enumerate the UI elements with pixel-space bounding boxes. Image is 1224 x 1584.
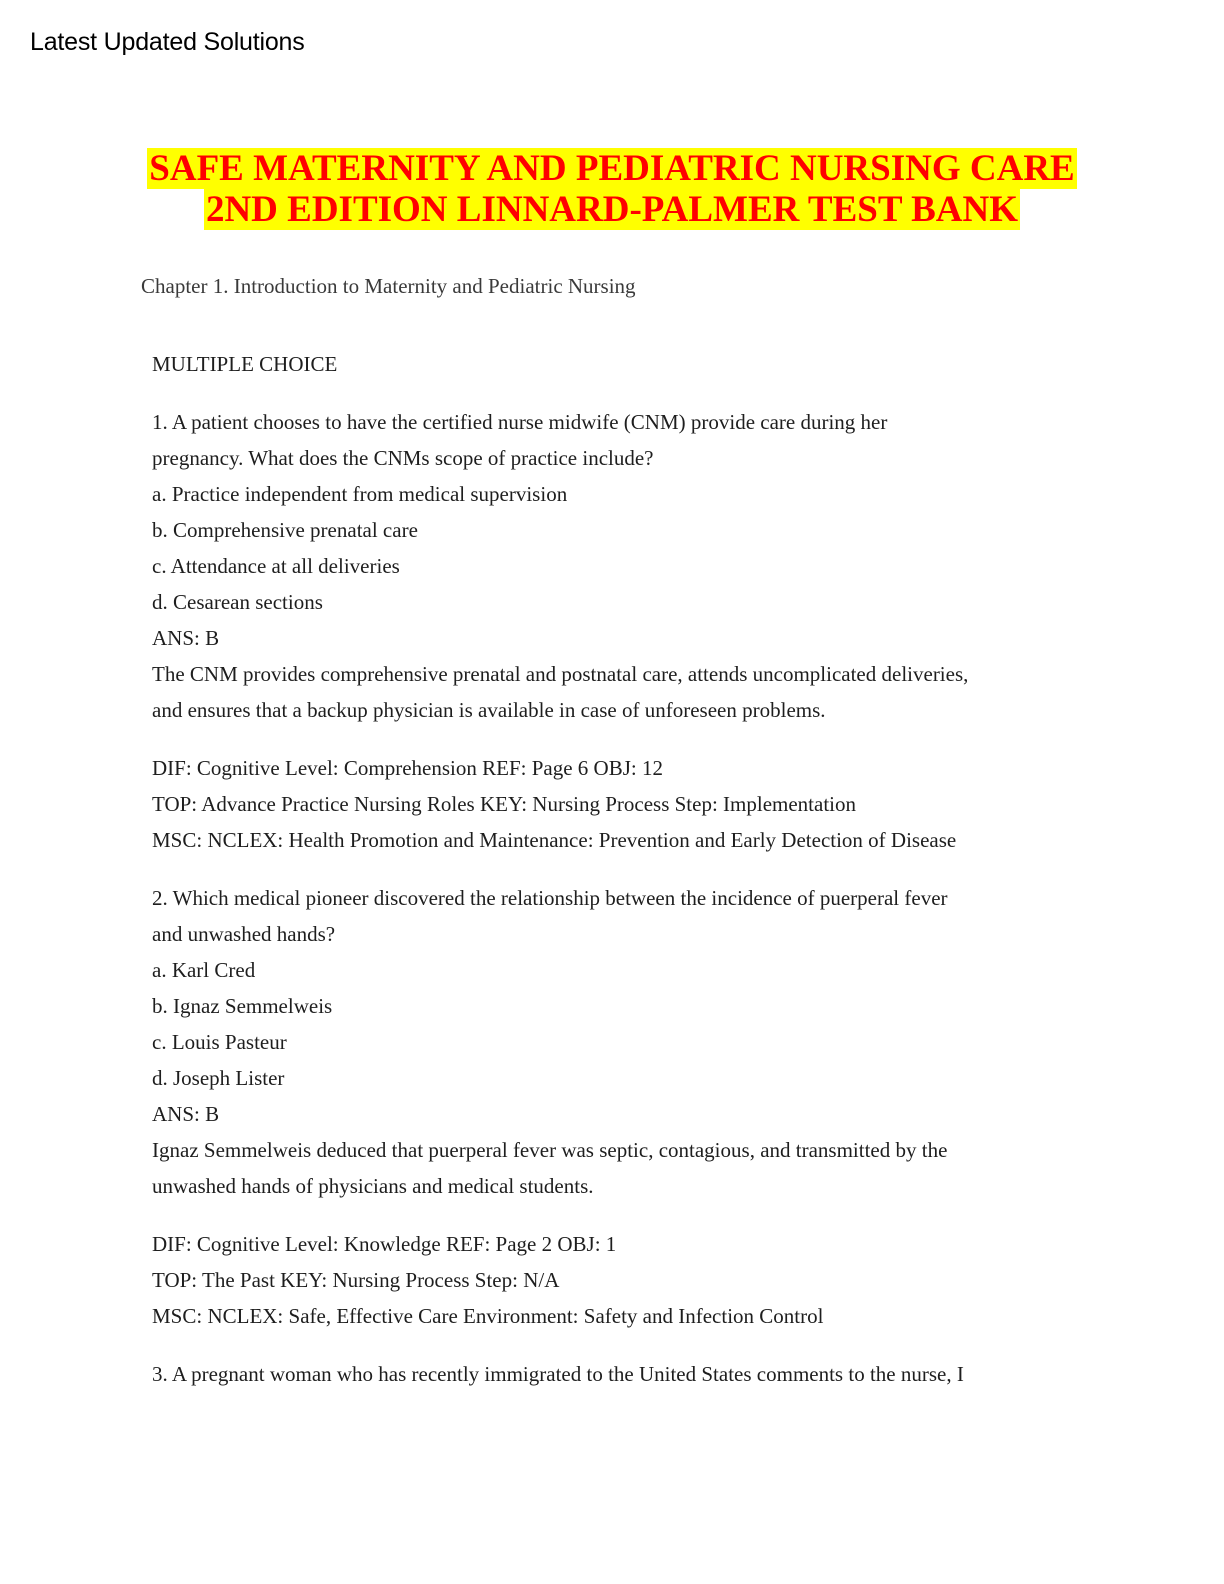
answer-option: d. Joseph Lister [152,1066,285,1090]
answer-option: c. Attendance at all deliveries [152,554,400,578]
difficulty-line: DIF: Cognitive Level: Comprehension REF: Page 6 OBJ: 12 [152,756,663,780]
answer-key: ANS: B [152,1102,220,1126]
document-title [0,148,1224,230]
document-body [152,346,1072,1414]
answer-option: b. Comprehensive prenatal care [152,518,418,542]
answer-key: ANS: B [152,626,220,650]
rationale: The CNM provides comprehensive prenatal and postnatal care, attends uncomplicated deliveries, [152,662,969,686]
document-title-line-1: SAFE MATERNITY AND PEDIATRIC NURSING CARE [149,148,1075,189]
answer-option: a. Karl Cred [152,958,256,982]
rationale: unwashed hands of physicians and medical students. [152,1174,594,1198]
rationale: and ensures that a backup physician is available in case of unforeseen problems. [152,698,826,722]
nclex-line: MSC: NCLEX: Safe, Effective Care Environment: Safety and Infection Control [152,1304,824,1328]
topic-line: TOP: The Past KEY: Nursing Process Step: N/A [152,1268,560,1292]
question-1-metadata [152,750,1072,858]
question-stem: 2. Which medical pioneer discovered the relationship between the incidence of puerperal fever [152,886,948,910]
question-2 [152,880,1072,1204]
chapter-heading: Chapter 1. Introduction to Maternity and Pediatric Nursing [141,274,636,298]
answer-option: d. Cesarean sections [152,590,323,614]
question-stem: 3. A pregnant woman who has recently immigrated to the United States comments to the nurse, I [152,1362,964,1386]
question-1 [152,404,1072,728]
question-stem: and unwashed hands? [152,922,336,946]
nclex-line: MSC: NCLEX: Health Promotion and Maintenance: Prevention and Early Detection of Disease [152,828,957,852]
question-stem: 1. A patient chooses to have the certified nurse midwife (CNM) provide care during her [152,410,888,434]
header-label: Latest Updated Solutions [30,28,305,56]
answer-option: b. Ignaz Semmelweis [152,994,333,1018]
difficulty-line: DIF: Cognitive Level: Knowledge REF: Page 2 OBJ: 1 [152,1232,617,1256]
answer-option: c. Louis Pasteur [152,1030,287,1054]
question-2-metadata [152,1226,1072,1334]
answer-option: a. Practice independent from medical supervision [152,482,568,506]
document-title-line-2: 2ND EDITION LINNARD-PALMER TEST BANK [205,189,1019,230]
question-stem: pregnancy. What does the CNMs scope of practice include? [152,446,654,470]
rationale: Ignaz Semmelweis deduced that puerperal fever was septic, contagious, and transmitted by the [152,1138,948,1162]
section-heading: MULTIPLE CHOICE [152,352,338,376]
topic-line: TOP: Advance Practice Nursing Roles KEY: Nursing Process Step: Implementation [152,792,856,816]
question-3 [152,1356,1072,1392]
